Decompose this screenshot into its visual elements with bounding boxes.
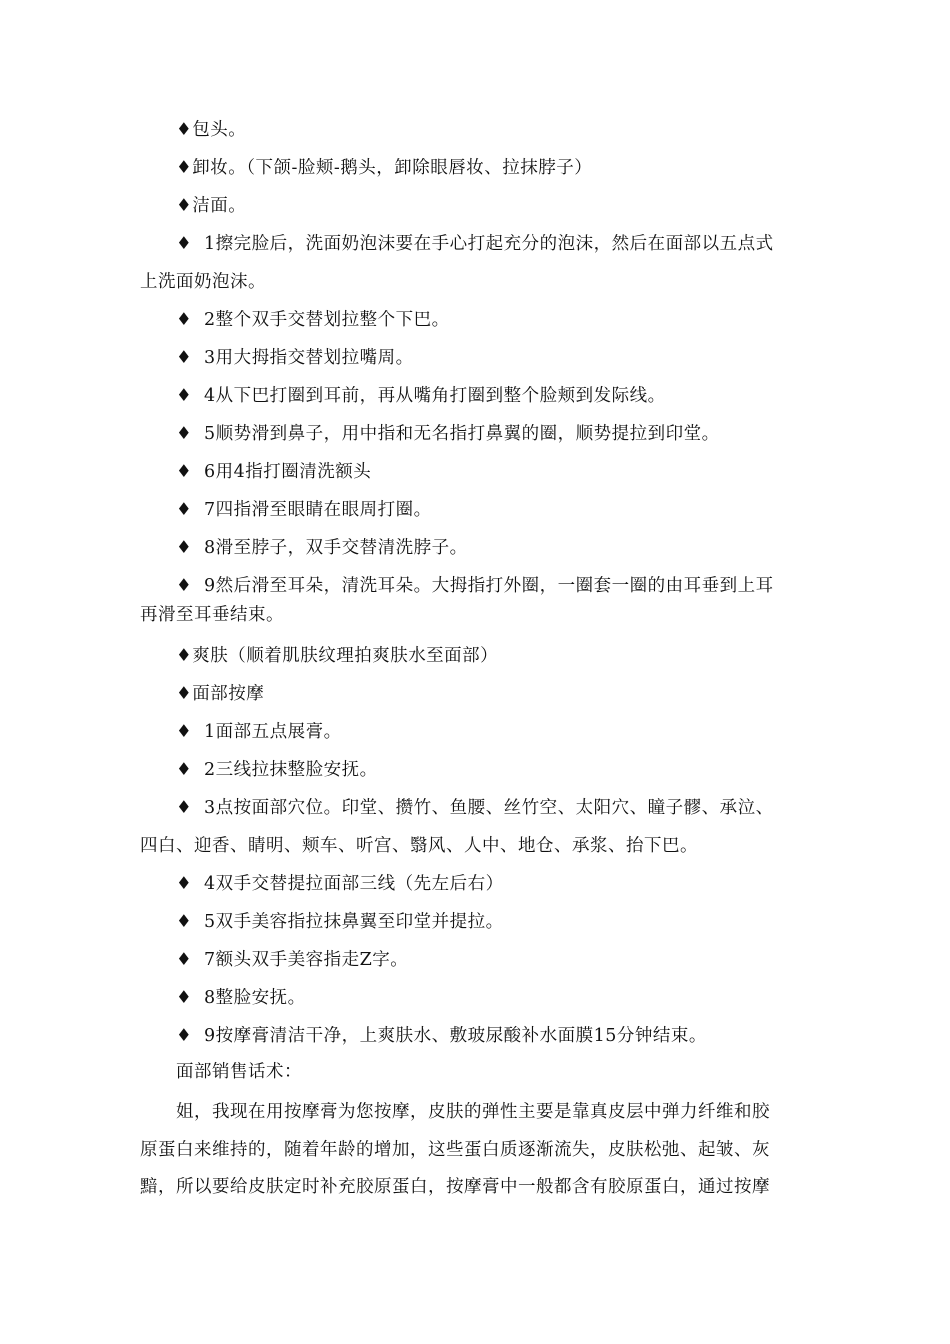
- step-text: 6用4指打圈清洗额头: [204, 462, 372, 482]
- text-line: ♦卸妆。（下颌-脸颊-鹅头，卸除眼唇妆、拉抹脖子）: [176, 158, 593, 178]
- diamond-bullet-icon: ♦: [176, 576, 193, 596]
- step-line: [176, 949, 820, 971]
- step-text: 9按摩膏清洁干净，上爽肤水、敷玻尿酸补水面膜15分钟结束。: [204, 1026, 707, 1046]
- diamond-bullet-icon: ♦: [176, 538, 193, 558]
- diamond-bullet-icon: ♦: [176, 386, 193, 406]
- step-text: 2三线拉抹整脸安抚。: [204, 760, 378, 780]
- step-line: [176, 759, 820, 781]
- step-line: [176, 873, 820, 895]
- step-line: [176, 233, 820, 255]
- step-line: [176, 797, 820, 819]
- step-line: [176, 987, 820, 1009]
- step-text: 3点按面部穴位。印堂、攒竹、鱼腰、丝竹空、太阳穴、瞳子髎、承泣、: [204, 798, 774, 818]
- step-text: 8滑至脖子，双手交替清洗脖子。: [204, 538, 468, 558]
- step-line: [176, 1025, 820, 1047]
- text-line: ♦爽肤（顺着肌肤纹理拍爽肤水至面部）: [176, 646, 499, 666]
- step-text: 4从下巴打圈到耳前，再从嘴角打圈到整个脸颊到发际线。: [204, 386, 666, 406]
- paragraph-line: 原蛋白来维持的，随着年龄的增加，这些蛋白质逐渐流失，皮肤松弛、起皱、灰: [140, 1140, 770, 1160]
- step-text: 4双手交替提拉面部三线（先左后右）: [204, 874, 504, 894]
- diamond-bullet-icon: ♦: [176, 348, 193, 368]
- step-text: 5顺势滑到鼻子，用中指和无名指打鼻翼的圈，顺势提拉到印堂。: [204, 424, 720, 444]
- diamond-bullet-icon: ♦: [176, 874, 193, 894]
- paragraph-line: 姐，我现在用按摩膏为您按摩，皮肤的弹性主要是靠真皮层中弹力纤维和胶: [176, 1102, 770, 1122]
- step-line: [176, 537, 820, 559]
- text-line: 四白、迎香、睛明、颊车、听宫、翳风、人中、地仓、承浆、抬下巴。: [140, 836, 698, 856]
- step-line: [176, 911, 820, 933]
- diamond-bullet-icon: ♦: [176, 912, 193, 932]
- text-line: 上洗面奶泡沫。: [140, 272, 266, 292]
- step-text: 2整个双手交替划拉整个下巴。: [204, 310, 450, 330]
- step-line: [176, 575, 820, 597]
- diamond-bullet-icon: ♦: [176, 950, 193, 970]
- step-line: [176, 423, 820, 445]
- step-text: 1擦完脸后，洗面奶泡沫要在手心打起充分的泡沫，然后在面部以五点式: [204, 234, 774, 254]
- diamond-bullet-icon: ♦: [176, 722, 193, 742]
- step-text: 1面部五点展膏。: [204, 722, 342, 742]
- diamond-bullet-icon: ♦: [176, 310, 193, 330]
- diamond-bullet-icon: ♦: [176, 424, 193, 444]
- step-text: 9然后滑至耳朵，清洗耳朵。大拇指打外圈，一圈套一圈的由耳垂到上耳: [204, 576, 774, 596]
- diamond-bullet-icon: ♦: [176, 234, 193, 254]
- step-text: 3用大拇指交替划拉嘴周。: [204, 348, 414, 368]
- diamond-bullet-icon: ♦: [176, 760, 193, 780]
- step-text: 8整脸安抚。: [204, 988, 306, 1008]
- paragraph-line: 黯，所以要给皮肤定时补充胶原蛋白，按摩膏中一般都含有胶原蛋白，通过按摩: [140, 1177, 770, 1197]
- diamond-bullet-icon: ♦: [176, 500, 193, 520]
- text-line: ♦面部按摩: [176, 684, 265, 704]
- step-line: [176, 499, 820, 521]
- text-line: 再滑至耳垂结束。: [140, 605, 284, 625]
- step-line: [176, 347, 820, 369]
- step-line: [176, 721, 820, 743]
- diamond-bullet-icon: ♦: [176, 1026, 193, 1046]
- step-line: [176, 385, 820, 407]
- step-line: [176, 309, 820, 331]
- diamond-bullet-icon: ♦: [176, 798, 193, 818]
- step-text: 5双手美容指拉抹鼻翼至印堂并提拉。: [204, 912, 504, 932]
- text-line: ♦包头。: [176, 120, 247, 140]
- text-line: ♦洁面。: [176, 196, 247, 216]
- diamond-bullet-icon: ♦: [176, 462, 193, 482]
- section-heading: 面部销售话术：: [176, 1062, 302, 1082]
- step-text: 7额头双手美容指走Z字。: [204, 950, 409, 970]
- step-text: 7四指滑至眼睛在眼周打圈。: [204, 500, 432, 520]
- diamond-bullet-icon: ♦: [176, 988, 193, 1008]
- step-line: [176, 461, 820, 483]
